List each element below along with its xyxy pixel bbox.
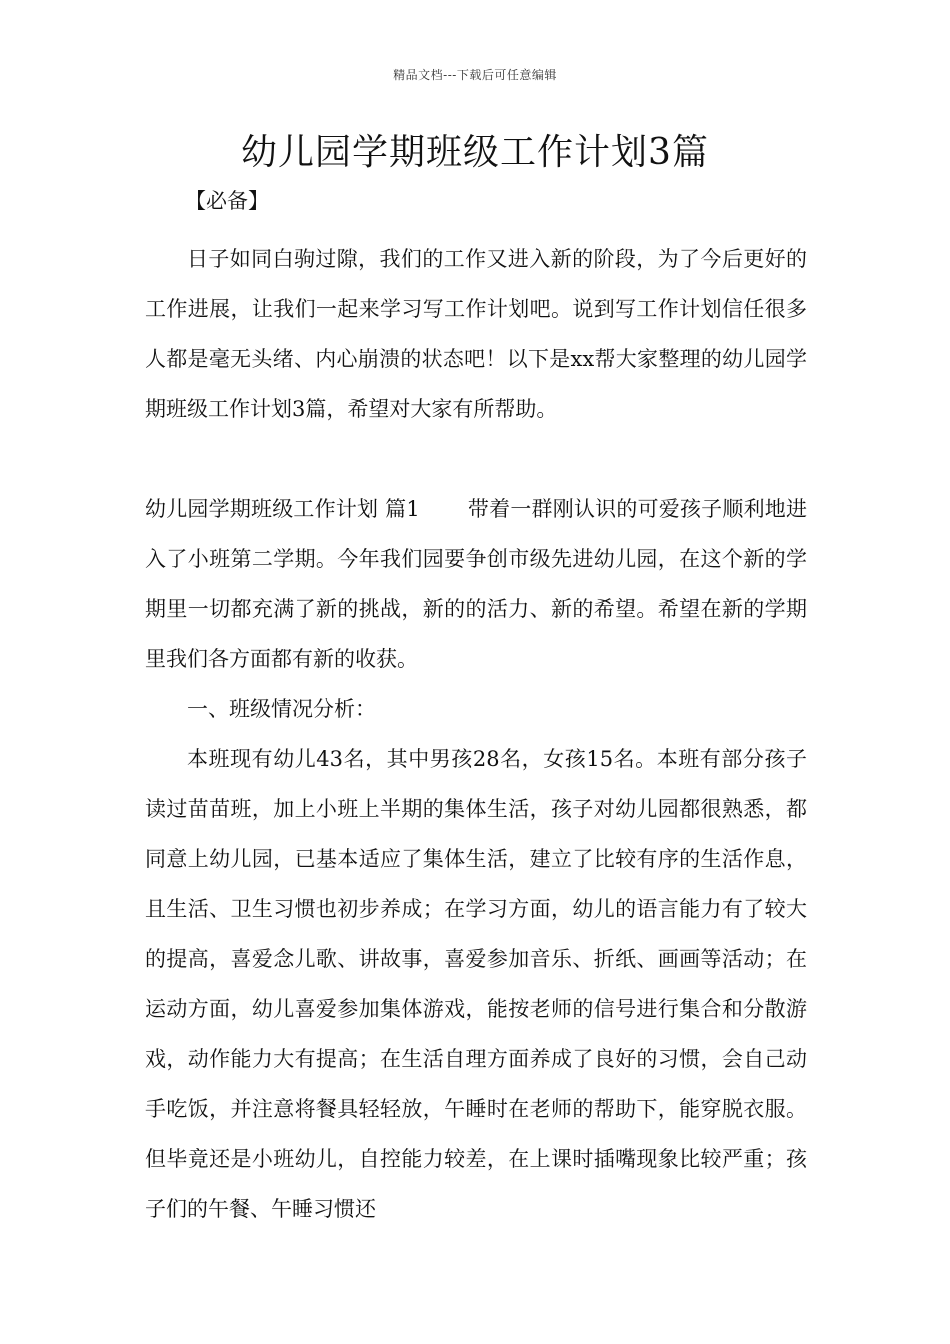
section1-subheading: 一、班级情况分析： [187,697,376,721]
section1-heading: 幼儿园学期班级工作计划 篇1 [145,497,420,521]
document-body [145,234,807,1234]
header-note: 精品文档---下载后可任意编辑 [393,68,557,82]
section1-lead-text: 带着一群刚认识的可爱孩子顺利地进入了小班第二学期。今年我们园要争创市级先进幼儿园，在这个新的学期里一切都充满了新的挑战，新的的活力、新的希望。希望在新的学期里我们各方面都有新的收获。 [145,497,808,671]
section1-analysis-paragraph: 本班现有幼儿43名，其中男孩28名，女孩15名。本班有部分孩子读过苗苗班，加上小班上半期的集体生活，孩子对幼儿园都很熟悉，都同意上幼儿园，已基本适应了集体生活，建立了比较有序的生活作息，且生活、卫生习惯也初步养成；在学习方面，幼儿的语言能力有了较大的提高，喜爱念儿歌、讲故事，喜爱参加音乐、折纸、画画等活动；在运动方面，幼儿喜爱参加集体游戏，能按老师的信号进行集合和分散游戏，动作能力大有提高；在生活自理方面养成了良好的习惯，会自己动手吃饭，并注意将餐具轻轻放，午睡时在老师的帮助下，能穿脱衣服。但毕竟还是小班幼儿，自控能力较差，在上课时插嘴现象比较严重；孩子们的午餐、午睡习惯还 [145,747,807,1221]
intro-paragraph: 日子如同白驹过隙，我们的工作又进入新的阶段，为了今后更好的工作进展，让我们一起来学习写工作计划吧。说到写工作计划信任很多人都是毫无头绪、内心崩溃的状态吧！以下是xx帮大家整理的幼儿园学期班级工作计划3篇，希望对大家有所帮助。 [145,247,807,421]
tag-label: 【必备】 [185,189,269,213]
document-title: 幼儿园学期班级工作计划3篇 [241,132,709,173]
section1-lead-paragraph [145,484,807,684]
